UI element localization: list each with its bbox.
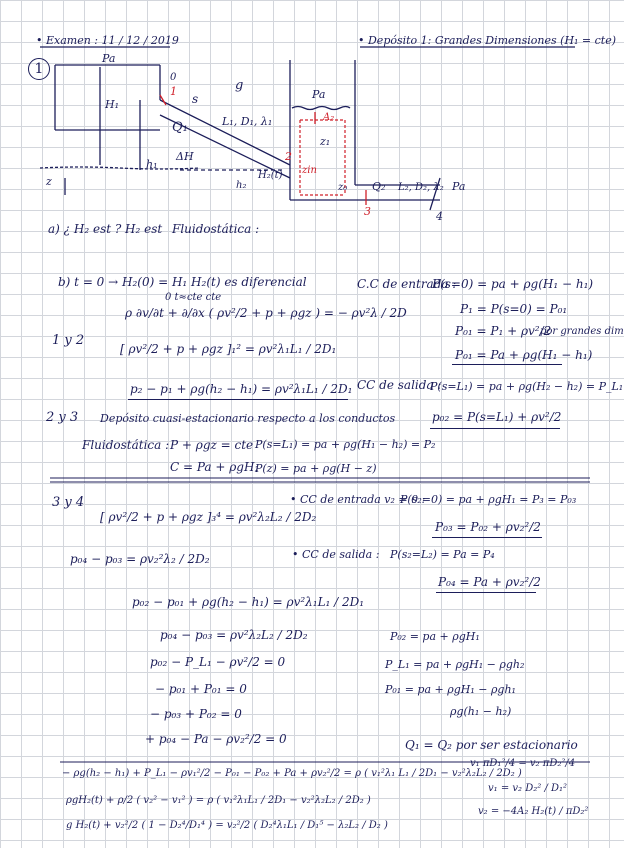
fluidostatica-eq3: C = Pa + ρgH₁ <box>170 460 260 474</box>
sum-line2: − p₀₁ + P₀₁ = 0 <box>155 682 247 696</box>
continuity-title: Q₁ = Q₂ por ser estacionario <box>405 738 578 752</box>
label-pipe1: L₁, D₁, λ₁ <box>222 115 273 128</box>
label-A2: A₂ <box>323 112 335 123</box>
part-c-diff-eq: p₀₄ − p₀₃ = ρv₂²λ₂ / 2D₂ <box>70 552 210 566</box>
part-c-pair34: 3 y 4 <box>52 495 85 510</box>
part-c-eq2: p₀₄ − p₀₃ = ρv²λ₂L₂ / 2D₂ <box>160 628 308 642</box>
deposit-title: • Depósito 1: Grandes Dimensiones (H₁ = cte) <box>358 34 617 47</box>
label-node4: 4 <box>436 210 443 223</box>
part-c-integral-eq: [ ρv²/2 + p + ρgz ]₃⁴ = ρv²λ₂L₂ / 2D₂ <box>100 510 317 524</box>
part-c-cc-in-underline <box>432 537 542 538</box>
part-b-pair23: 2 y 3 <box>46 410 79 425</box>
part-a-answer: H₂ est <box>125 222 163 236</box>
subst-P02: P₀₂ = pa + ρgH₁ <box>390 630 480 643</box>
result-line-b: g H₂(t) + v₂²/2 ( 1 − D₂⁴/D₁⁴ ) = v₂²/2 ( D₂⁴λ₁L₁ / D₁⁵ − λ₂L₂ / D₂ ) <box>66 820 388 831</box>
part-c-eq1: p₀₂ − p₀₁ + ρg(h₂ − h₁) = ρv²λ₁L₁ / 2D₁ <box>132 595 365 609</box>
fluidostatica-title: Fluidostática : <box>82 438 170 452</box>
label-node2: 2 <box>285 150 292 163</box>
cc-entrada-eq4: P₀₁ = Pa + ρg(H₁ − h₁) <box>455 348 593 362</box>
part-b-result-underline <box>128 399 348 400</box>
sum-line3: − p₀₃ + P₀₂ = 0 <box>150 707 242 721</box>
part-a-method: Fluidostática : <box>172 222 260 236</box>
cc-entrada-underline <box>452 364 562 365</box>
label-Q2: Q₂ <box>372 180 386 193</box>
label-H2t: H₂(t) <box>258 170 283 181</box>
part-c-cc-in-title: • CC de entrada v₂ = 0 : <box>290 493 426 506</box>
label-node3: 3 <box>364 205 371 218</box>
label-zin: zin <box>302 165 317 176</box>
label-pa-right: Pa <box>312 88 326 101</box>
label-g: g <box>235 78 244 93</box>
part-b-result-eq: p₂ − p₁ + ρg(h₂ − h₁) = ρv²λ₁L₁ / 2D₁ <box>130 382 353 396</box>
part-c-cc-in-eq2: P₀₃ = P₀₂ + ρv₂²/2 <box>435 520 541 534</box>
problem-number: 1 <box>28 58 50 80</box>
exam-date: • Examen : 11 / 12 / 2019 <box>36 34 179 47</box>
part-c-cc-out-title: • CC de salida : <box>292 548 380 561</box>
result-line-a: ρgH₂(t) + ρ/2 ( v₂² − v₁² ) = ρ ( v₁²λ₁L₁ / 2D₁ − v₂²λ₂L₂ / 2D₂ ) <box>66 795 371 806</box>
sum-line1: p₀₂ − P_L₁ − ρv²/2 = 0 <box>150 655 286 669</box>
label-h2: h₂ <box>236 180 247 191</box>
fluidostatica-eq2: P(s=L₁) = pa + ρg(H₁ − h₂) = P₂ <box>255 438 436 451</box>
label-deltaH: ΔH <box>176 150 194 163</box>
part-b-ns-annotation: 0 t≈cte cte <box>165 292 222 303</box>
label-pa-end: Pa <box>452 180 466 193</box>
fluidostatica-eq4: P(z) = pa + ρg(H − z) <box>255 462 377 475</box>
continuity-eq3: v₂ = −4A₂ H₂(t) / πD₂² <box>478 806 589 817</box>
label-Q1: Q₁ <box>172 120 188 135</box>
part-c-cc-out-underline <box>436 592 536 593</box>
cc-entrada-title: C.C de entrada : <box>357 277 457 291</box>
subst-P01: P₀₁ = pa + ρgH₁ − ρgh₁ <box>385 683 516 696</box>
label-z0: z₀ <box>338 182 348 193</box>
cc-entrada-eq1: P(s=0) = pa + ρg(H₁ − h₁) <box>432 277 594 291</box>
label-pa-top: Pa <box>102 52 116 65</box>
part-c-cc-out-eq1: P(s₂=L₂) = Pa = P₄ <box>390 548 495 561</box>
label-pipe2: L₂, D₂, λ₂ <box>398 182 444 193</box>
part-a-question: a) ¿ H₂ est ? <box>48 222 122 236</box>
cc-salida-eq2: p₀₂ = P(s=L₁) + ρv²/2 <box>432 410 562 424</box>
cc-salida-title: CC de salida : <box>357 378 442 392</box>
continuity-eq1: v₁ πD₁²/4 = v₂ πD₂²/4 <box>470 758 576 769</box>
part-c-cc-in-eq1: P(s₂=0) = pa + ρgH₁ = P₃ = P₀₃ <box>400 493 577 506</box>
subst-PL1: P_L₁ = pa + ρgH₁ − ρgh₂ <box>385 658 525 671</box>
cc-salida-eq1: P(s=L₁) = pa + ρg(H₂ − h₂) = P_L₁ <box>430 380 624 393</box>
part-b-intro: b) t = 0 → H₂(0) = H₁ H₂(t) es diferencial <box>58 275 307 289</box>
fluidostatica-eq1: P + ρgz = cte <box>170 438 254 452</box>
label-h1: h₁ <box>146 158 158 171</box>
part-b-pair12: 1 y 2 <box>52 333 85 348</box>
cc-salida-underline <box>430 428 560 429</box>
cc-entrada-note: por grandes dim <box>540 326 624 337</box>
sum-total: − ρg(h₂ − h₁) + P_L₁ − ρv₁²/2 − P₀₁ − P₀₂ + Pa + ρv₂²/2 = ρ ( v₁²λ₁ L₁ / 2D₁ − v₂²λ₂L₂ / 2D₂ ) <box>62 768 522 779</box>
subst-result: ρg(h₁ − h₂) <box>450 705 512 718</box>
label-z: z <box>46 175 52 188</box>
part-b-integral-eq: [ ρv²/2 + p + ρgz ]₁² = ρv²λ₁L₁ / 2D₁ <box>120 342 337 356</box>
label-s: s <box>192 92 199 106</box>
part-b-unsteady-eq: ρ ∂v/∂t + ∂/∂x ( ρv²/2 + p + ρgz ) = − ρv²λ / 2D <box>125 306 407 320</box>
label-node1: 1 <box>170 85 177 98</box>
part-c-cc-out-eq2: P₀₄ = Pa + ρv₂²/2 <box>438 575 541 589</box>
label-H1: H₁ <box>105 98 120 111</box>
sum-line4: + p₀₄ − Pa − ρv₂²/2 = 0 <box>145 732 287 746</box>
continuity-eq2: v₁ = v₂ D₂² / D₁² <box>488 783 568 794</box>
cc-entrada-eq3: P₀₁ = P₁ + ρv²/2 <box>455 324 552 338</box>
part-b-quasi: Depósito cuasi-estacionario respecto a los conductos <box>100 412 396 425</box>
label-node0: 0 <box>170 72 177 83</box>
cc-entrada-eq2: P₁ = P(s=0) = P₀₁ <box>460 302 568 316</box>
label-z1: z₁ <box>320 135 331 148</box>
